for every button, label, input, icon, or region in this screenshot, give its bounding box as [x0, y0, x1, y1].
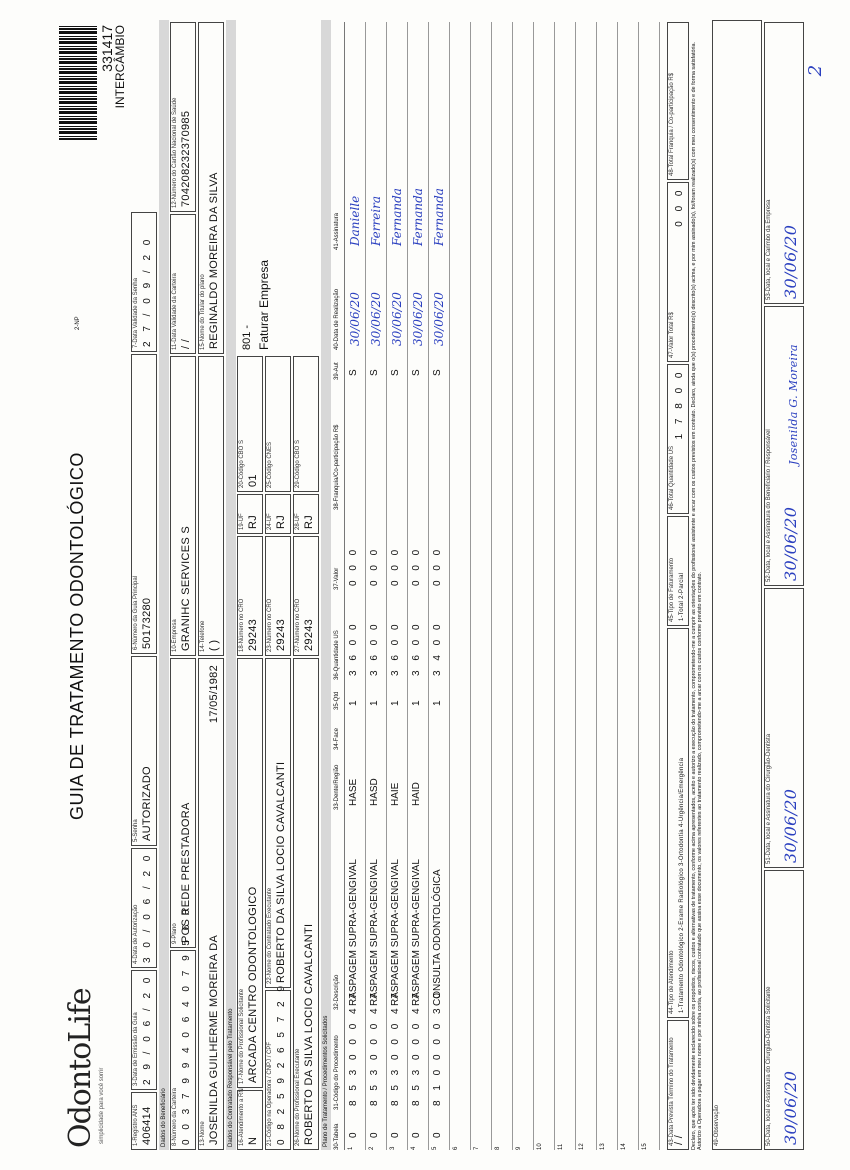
procedure-row	[429, 22, 450, 1150]
field-cnes: 25-Código CNES	[265, 356, 291, 492]
field-uf-2: 24-UF RJ	[265, 494, 291, 534]
cell-table: 0	[369, 1132, 380, 1138]
protocol-type: INTERCÂMBIO	[113, 25, 127, 109]
column-header: 34-Face	[334, 727, 340, 750]
procedure-row	[408, 22, 429, 1150]
field-company-stamp: 53-Data, local e Carimbo da Empresa 30/06/20	[764, 22, 804, 304]
column-header: 38-Franquia/Co-participação R$	[334, 424, 340, 510]
column-header: 31-Código do Procedimento	[334, 1035, 340, 1110]
section-procedures: Plano de Tratamento / Procedimentos Solicitados	[321, 20, 331, 1150]
logo-tagline: simplicidade para você sorrir	[99, 1067, 105, 1144]
protocol-number: 331417	[99, 25, 115, 72]
cell-code: 8 5 3 0 0 0 4 7	[369, 989, 380, 1106]
beneficiary-signature: Josenilda G. Moreira	[787, 344, 800, 465]
cell-sign: Fernanda	[390, 188, 404, 246]
field-password: 5-Senha AUTORIZADO	[131, 656, 157, 846]
cell-qty: 1	[369, 700, 380, 706]
cell-desc: RASPAGEM SUPRA-GENGIVAL	[348, 859, 359, 1006]
field-signature-requesting: 50-Data, local e Assinatura do Cirurgião-Dentista Solicitante 30/06/20	[764, 870, 804, 1150]
billing-text: Faturar Empresa	[257, 259, 271, 350]
cell-aut: S	[348, 369, 359, 376]
cell-table: 0	[432, 1132, 443, 1138]
procedure-row	[345, 22, 366, 1150]
cell-valor: 0 0 0	[369, 546, 380, 586]
column-header: 35-Qtd	[334, 691, 340, 710]
cell-code: 8 5 3 0 0 0 4 7	[411, 989, 422, 1106]
odontolife-logo: OdontoLife	[63, 988, 98, 1148]
row-number: 7	[474, 1146, 480, 1150]
row-number: 10	[537, 1143, 543, 1150]
cell-sign: Danielle	[348, 195, 362, 246]
row-number: 6	[453, 1146, 459, 1150]
field-signature-beneficiary: 52-Data, local e Assinatura do Beneficiário / Responsável 30/06/20 Josenilda G. Moreira	[764, 306, 804, 586]
row-number: 1	[348, 1146, 354, 1150]
field-requesting-professional: 17-Nome do Profissional Solicitante ARCADA CENTRO ODONTOLOGICO	[237, 658, 263, 1088]
treatment-form	[55, 20, 715, 1150]
field-end-date: 43-Data Prevista Término do Tratamento / /	[667, 1020, 689, 1150]
cell-code: 8 5 3 0 0 0 4 7	[348, 989, 359, 1106]
row-number: 3	[390, 1146, 396, 1150]
cell-valor: 0 0 0	[432, 546, 443, 586]
field-cnpj: 21-Código na Operadora / CNPJ / CPF 0 8 2 5 9 2 6 5 7 2 9	[265, 990, 291, 1150]
field-plan: 9-Plano POS REDE PRESTADORA	[170, 658, 196, 948]
column-header: 41-Assinatura	[334, 212, 340, 250]
field-cro-2: 23-Número no CRO 29243	[265, 536, 291, 656]
cell-date: 30/06/20	[390, 292, 404, 346]
field-signature-dentist: 51-Data, local e Assinatura do Cirurgião-Dentista 30/06/20	[764, 588, 804, 868]
row-number: 5	[432, 1146, 438, 1150]
cell-us: 3 6 0 0	[348, 620, 359, 676]
cell-aut: S	[369, 369, 380, 376]
procedure-row	[576, 22, 597, 1150]
cell-sign: Ferreira	[369, 195, 383, 246]
column-header: 36-Quantidade US	[334, 630, 340, 680]
cell-qty: 1	[432, 700, 443, 706]
procedure-row	[387, 22, 408, 1150]
cell-desc: RASPAGEM SUPRA-GENGIVAL	[369, 859, 380, 1006]
field-cro-1: 18-Número no CRO 29243	[237, 536, 263, 656]
cell-us: 3 6 0 0	[390, 620, 401, 676]
procedure-row	[597, 22, 618, 1150]
row-number: 4	[411, 1146, 417, 1150]
procedure-row	[366, 22, 387, 1150]
declaration-text: Declaro, que após ter sido devidamente esclarecido sobre os propósitos, riscos, custos e alternativas de tratamento, conforme acima apresentados, aceito e autorizo a execução do tratamento, comprometendo-me a cumprir as orientações do profissional assistente e arcar com os custos previstos em contrato. Declaro, ainda que o(s) procedimento(s) descrito(s) acima, e por mim assinado(s), foi/foram realizado(s) com meu consentimento e de forma satisfatória. Autorizo a Operadora a pagar em meu nome e por minha conta, ao profissional contratado que assina esse documento, os valores referentes ao tratamento realizado, comprometendo-me a arcar com os custos conforme previsto em contrato.	[691, 42, 704, 1150]
cell-aut: S	[432, 369, 443, 376]
cell-sign: Fernanda	[411, 188, 425, 246]
column-header: 30-Tabela	[334, 1123, 340, 1150]
page-mark: 2	[805, 64, 827, 77]
column-header: 33-Dente/Região	[334, 764, 340, 810]
form-title: GUIA DE TRATAMENTO ODONTOLÓGICO	[67, 452, 87, 820]
section-beneficiary: Dados do Beneficiário	[159, 20, 169, 1150]
field-holder-name: 15-Nome do Titular do plano REGINALDO MOREIRA DA SILVA	[198, 22, 224, 354]
cell-table: 0	[348, 1132, 359, 1138]
field-cro-3: 27-Número no CRO 29243	[293, 536, 319, 656]
field-ans: 1-Registro ANS 406414	[131, 1092, 157, 1150]
field-uf-1: 19-UF RJ	[237, 494, 263, 534]
procedure-row	[450, 22, 471, 1150]
barcode-image	[59, 25, 97, 140]
column-header: 39-Aut	[334, 362, 340, 380]
cell-desc: RASPAGEM SUPRA-GENGIVAL	[390, 859, 401, 1006]
column-header: 37-Valor	[334, 567, 340, 590]
procedure-row	[639, 22, 660, 1150]
cell-aut: S	[390, 369, 401, 376]
cell-valor: 0 0 0	[411, 546, 422, 586]
procedures-table	[345, 22, 665, 1150]
field-card-validity: 11-Data Validade da Carteira / /	[170, 214, 196, 354]
procedure-row	[534, 22, 555, 1150]
birth-date: 17/05/1982	[208, 665, 220, 724]
cell-tooth: HASD	[369, 778, 380, 806]
field-rn: 16-Atendimento a RN N	[237, 1090, 263, 1150]
cell-valor: 0 0 0	[348, 546, 359, 586]
cell-qty: 1	[390, 700, 401, 706]
row-number: 14	[621, 1143, 627, 1150]
procedure-row	[492, 22, 513, 1150]
field-executing-contractor: 22-Nome do Contratado Executante ROBERTO DA SILVA LOCIO CAVALCANTI	[265, 658, 291, 988]
procedures-header	[332, 22, 345, 1150]
field-total-us: 46-Total Quantidade US 1 7 8 0 0	[667, 364, 689, 514]
field-sus-card: 12-Número do Cartão Nacional de Saúde 704208232370985	[170, 22, 196, 212]
row-number: 11	[558, 1143, 564, 1150]
cell-us: 3 6 0 0	[411, 620, 422, 676]
cell-sign: Fernanda	[432, 188, 446, 246]
field-total-franchise: 48-Total Franquia / Co-participação R$	[667, 22, 689, 180]
field-cbo-1: 20-Código CBO S 01	[237, 356, 263, 492]
field-name: 13-Nome JOSENILDA GUILHERME MOREIRA DA 17/05/1982	[198, 658, 224, 1150]
cell-us: 3 4 0 0	[432, 620, 443, 676]
cell-desc: CONSULTA ODONTOLÓGICA	[432, 869, 443, 1006]
cell-tooth: HAIE	[390, 782, 401, 806]
cell-valor: 0 0 0	[390, 546, 401, 586]
column-header: 32-Descrição	[334, 974, 340, 1010]
cell-tooth: HASE	[348, 778, 359, 806]
cell-qty: 1	[348, 700, 359, 706]
field-observation: 49-Observação	[712, 20, 762, 1150]
field-billing-type: 45-Tipo de Faturamento 1-Total 2-Parcial	[667, 516, 689, 626]
cell-table: 0	[390, 1132, 401, 1138]
procedure-row	[618, 22, 639, 1150]
cell-us: 3 6 0 0	[369, 620, 380, 676]
row-number: 2	[369, 1146, 375, 1150]
field-uf-3: 28-UF RJ	[293, 494, 319, 534]
field-auth-date: 4-Data de Autorização 3 0 / 0 6 / 2 0	[131, 848, 157, 968]
procedure-row	[471, 22, 492, 1150]
field-cbo-3: 29-Código CBO S	[293, 356, 319, 492]
row-number: 12	[579, 1143, 585, 1150]
cell-code: 8 1 0 0 0 0 3 0	[432, 989, 443, 1106]
row-number: 9	[516, 1146, 522, 1150]
cell-table: 0	[411, 1132, 422, 1138]
cell-tooth: HAID	[411, 782, 422, 806]
cell-date: 30/06/20	[348, 292, 362, 346]
cell-desc: RASPAGEM SUPRA-GENGIVAL	[411, 859, 422, 1006]
field-total-value: 47-Valor Total R$ 0 0 0	[667, 182, 689, 362]
cell-code: 8 5 3 0 0 0 4 7	[390, 989, 401, 1106]
row-number: 15	[642, 1143, 648, 1150]
field-main-guide: 6-Número da Guia Principal 50173280	[131, 354, 157, 654]
cell-qty: 1	[411, 700, 422, 706]
revision-label: 2-NP	[75, 316, 81, 330]
field-card-number: 8-Número da Carteira 0 0 3 7 9 9 4 0 6 4 0 7 9 5 6 0	[170, 950, 196, 1150]
row-number: 13	[600, 1143, 606, 1150]
procedure-row	[513, 22, 534, 1150]
cell-date: 30/06/20	[432, 292, 446, 346]
row-number: 8	[495, 1146, 501, 1150]
cell-aut: S	[411, 369, 422, 376]
field-issue-date: 3-Data de Emissão da Guia 2 9 / 0 6 / 2 0	[131, 970, 157, 1090]
cell-date: 30/06/20	[369, 292, 383, 346]
billing-code: 801 -	[241, 324, 253, 350]
cell-date: 30/06/20	[411, 292, 425, 346]
procedure-row	[555, 22, 576, 1150]
field-executing-professional: 26-Nome do Profissional Executante ROBERTO DA SILVA LOCIO CAVALCANTI	[293, 658, 319, 1150]
field-care-type: 44-Tipo de Atendimento 1-Tratamento Odontológico 2-Exame Radiológico 3-Ortodontia 4-Urgência/Emergência	[667, 628, 689, 1018]
field-phone: 14-Telefone ( )	[198, 356, 224, 656]
column-header: 40-Data de Realização	[334, 288, 340, 350]
field-company: 10-Empresa GRANIHC SERVICES S	[170, 356, 196, 656]
field-password-validity: 7-Data Validade da Senha 2 7 / 0 9 / 2 0	[131, 212, 157, 352]
section-contractor: Dados do Contratado Responsável pelo Tratamento	[226, 20, 236, 1150]
